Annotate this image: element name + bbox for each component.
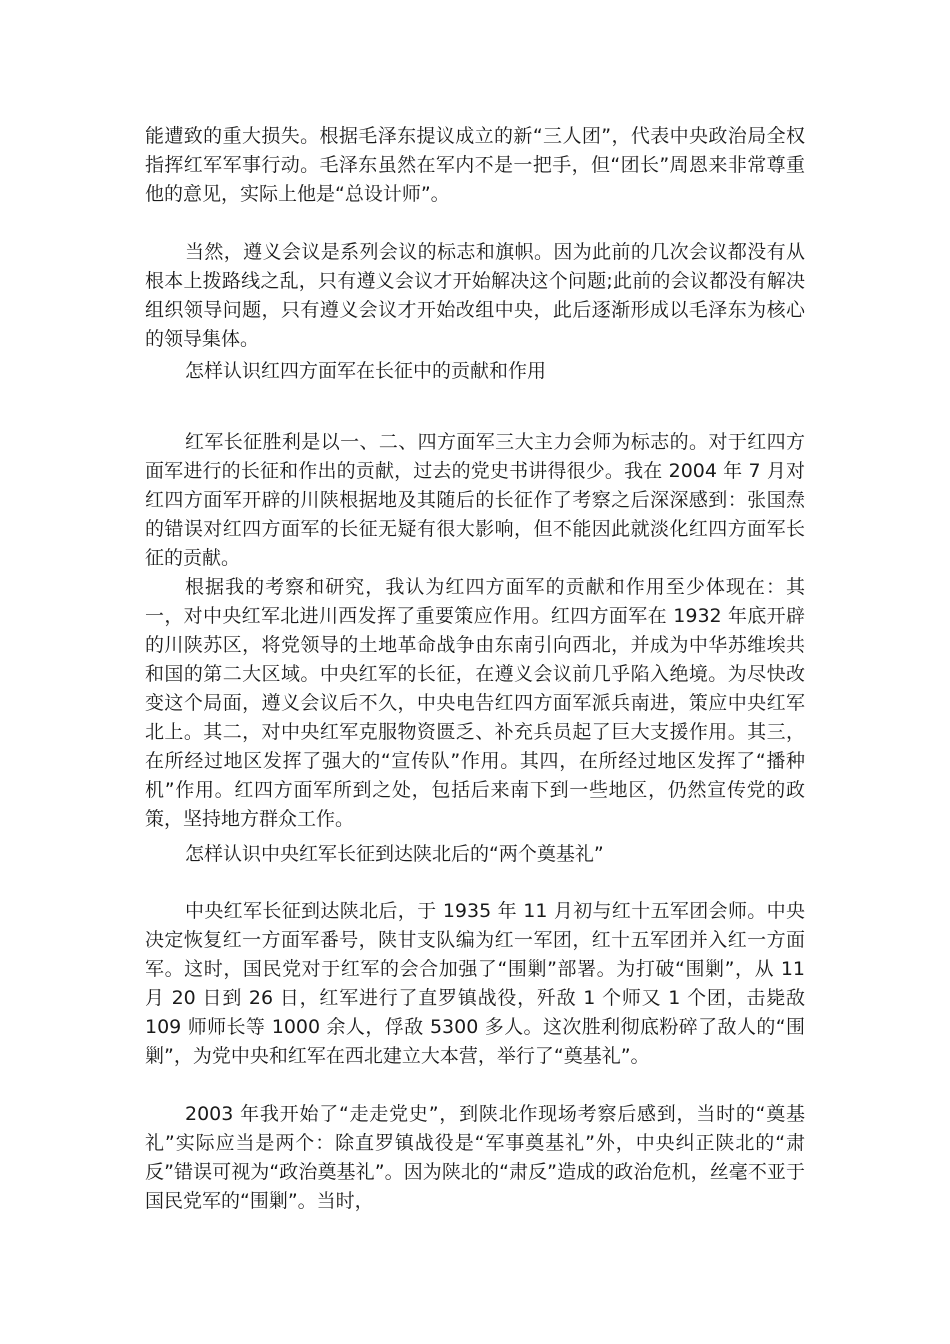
- paragraph-6: 2003 年我开始了“走走党史”，到陕北作现场考察后感到，当时的“奠基礼”实际应当是两个：除直罗镇战役是“军事奠基礼”外，中央纠正陕北的“肃反”错误可视为“政治奠基礼”。因为陕北的“肃反”造成的政治危机，丝毫不亚于国民党军的“围剿”。当时，: [145, 1103, 805, 1212]
- paragraph-1: 能遭致的重大损失。根据毛泽东提议成立的新“三人团”，代表中央政治局全权指挥红军军事行动。毛泽东虽然在军内不是一把手，但“团长”周恩来非常尊重他的意见，实际上他是“总设计师”。: [145, 125, 805, 205]
- paragraph-2: 当然，遵义会议是系列会议的标志和旗帜。因为此前的几次会议都没有从根本上拨路线之乱，只有遵义会议才开始解决这个问题;此前的会议都没有解决组织领导问题，只有遵义会议才开始改组中央，此后逐渐形成以毛泽东为核心的领导集体。: [145, 241, 805, 350]
- section-heading-1: 怎样认识红四方面军在长征中的贡献和作用: [185, 360, 547, 382]
- paragraph-5: 中央红军长征到达陕北后，于 1935 年 11 月初与红十五军团会师。中央决定恢复红一方面军番号，陕甘支队编为红一军团，红十五军团并入红一方面军。这时，国民党对于红军的会合加强了“围剿”部署。为打破“围剿”，从 11 月 20 日到 26 日，红军进行了直罗镇战役，歼敌 1 个师又 1 个团，击毙敌 109 师师长等 1000 余人，俘敌 5300 多人。这次胜利彻底粉碎了敌人的“围剿”，为党中央和红军在西北建立大本营，举行了“奠基礼”。: [145, 900, 805, 1067]
- paragraph-3: 红军长征胜利是以一、二、四方面军三大主力会师为标志的。对于红四方面军进行的长征和作出的贡献，过去的党史书讲得很少。我在 2004 年 7 月对红四方面军开辟的川陕根据地及其随后的长征作了考察之后深深感到：张国焘的错误对红四方面军的长征无疑有很大影响，但不能因此就淡化红四方面军长征的贡献。: [145, 431, 805, 569]
- paragraph-4: 根据我的考察和研究，我认为红四方面军的贡献和作用至少体现在：其一，对中央红军北进川西发挥了重要策应作用。红四方面军在 1932 年底开辟的川陕苏区，将党领导的土地革命战争由东南引向西北，并成为中华苏维埃共和国的第二大区域。中央红军的长征，在遵义会议前几乎陷入绝境。为尽快改变这个局面，遵义会议后不久，中央电告红四方面军派兵南进，策应中央红军北上。其二，对中央红军克服物资匮乏、补充兵员起了巨大支援作用。其三，在所经过地区发挥了强大的“宣传队”作用。其四，在所经过地区发挥了“播种机”作用。红四方面军所到之处，包括后来南下到一些地区，仍然宣传党的政策，坚持地方群众工作。: [145, 576, 805, 830]
- section-heading-2: 怎样认识中央红军长征到达陕北后的“两个奠基礼”: [185, 843, 604, 865]
